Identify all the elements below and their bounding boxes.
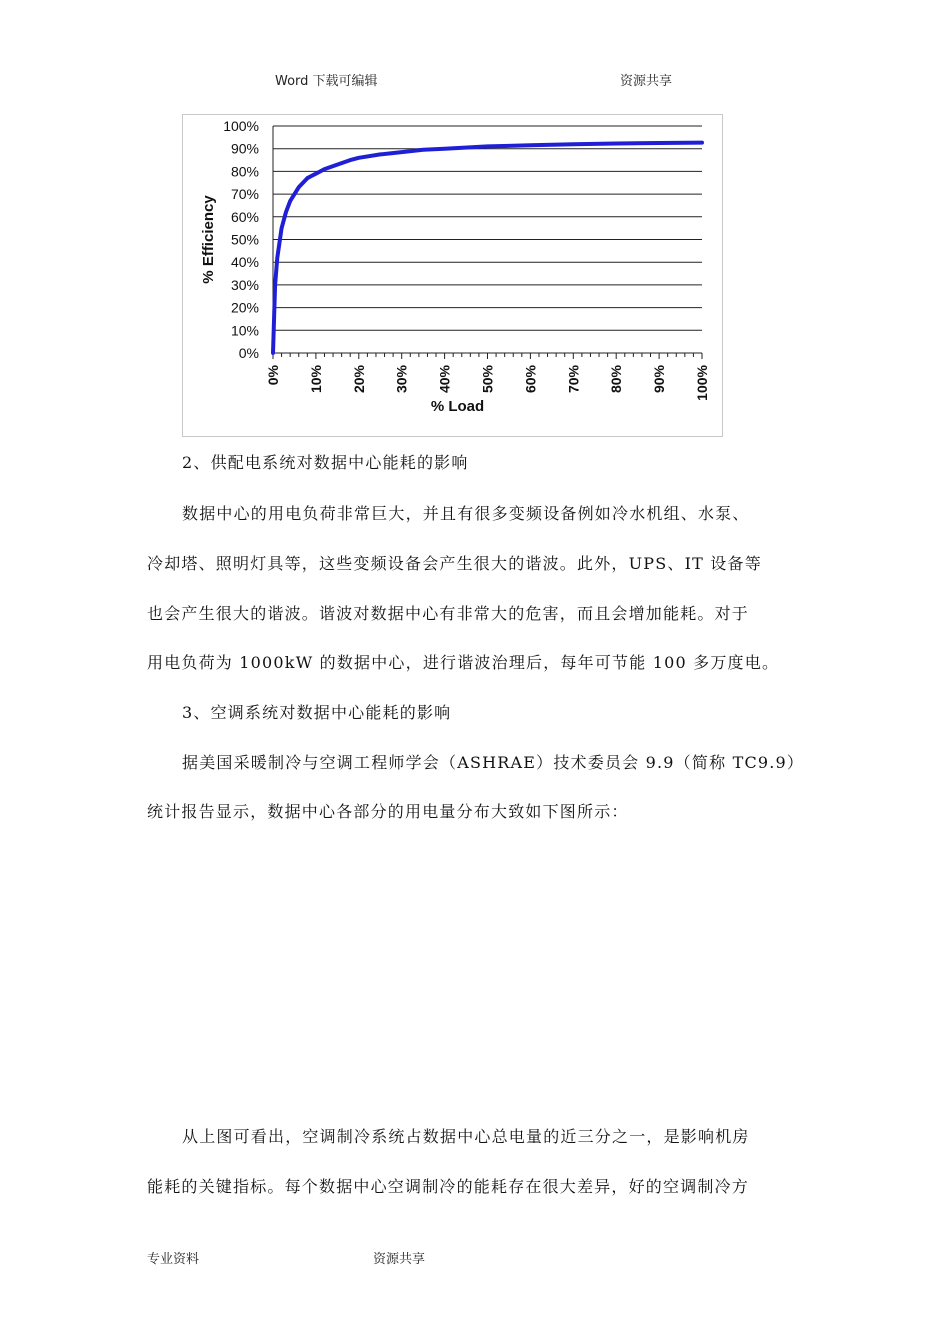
paragraph-3-line-2: 能耗的关键指标。每个数据中心空调制冷的能耗存在很大差异，好的空调制冷方 [147, 1177, 750, 1196]
efficiency-chart-svg [183, 115, 722, 436]
y-tick-label: 20% [230, 299, 259, 316]
y-tick-label: 0% [238, 345, 259, 361]
y-tick-label: 30% [230, 276, 259, 293]
page-header-left: Word 下载可编辑 [275, 74, 378, 89]
y-tick-label: 90% [230, 140, 259, 157]
efficiency-curve [273, 143, 702, 353]
y-tick-label: 40% [230, 254, 259, 271]
y-axis-title: % Efficiency [200, 195, 217, 284]
paragraph-3-line-1: 从上图可看出，空调制冷系统占数据中心总电量的近三分之一，是影响机房 [182, 1127, 750, 1146]
y-tick-label: 60% [230, 208, 259, 225]
paragraph-1-line-2: 冷却塔、照明灯具等，这些变频设备会产生很大的谐波。此外，UPS、IT 设备等 [147, 554, 762, 573]
x-tick-label: 10% [307, 365, 324, 394]
page-footer-left: 专业资料 [147, 1252, 200, 1267]
page-header-right: 资源共享 [620, 74, 673, 89]
paragraph-1-line-4: 用电负荷为 1000kW 的数据中心，进行谐波治理后，每年可节能 100 多万度电。 [147, 653, 780, 672]
section-heading-2: 2、供配电系统对数据中心能耗的影响 [182, 453, 469, 472]
x-axis-title: % Load [430, 398, 485, 415]
x-tick-label: 60% [522, 365, 539, 394]
x-tick-label: 50% [479, 365, 496, 394]
y-tick-label: 80% [230, 163, 259, 180]
efficiency-chart [182, 114, 723, 437]
x-tick-label: 40% [436, 365, 453, 394]
y-tick-label: 70% [230, 186, 259, 203]
x-tick-label: 80% [608, 365, 625, 394]
page-footer-right: 资源共享 [373, 1252, 426, 1267]
x-tick-label: 0% [265, 365, 281, 386]
section-heading-3: 3、空调系统对数据中心能耗的影响 [182, 703, 452, 722]
paragraph-2-line-2: 统计报告显示，数据中心各部分的用电量分布大致如下图所示： [147, 802, 629, 821]
x-tick-label: 70% [565, 365, 582, 394]
x-tick-label: 30% [393, 365, 410, 394]
paragraph-1-line-3: 也会产生很大的谐波。谐波对数据中心有非常大的危害，而且会增加能耗。对于 [147, 604, 750, 623]
y-tick-label: 10% [230, 322, 259, 339]
x-tick-label: 90% [651, 365, 668, 394]
y-tick-label: 100% [223, 118, 259, 134]
paragraph-2-line-1: 据美国采暖制冷与空调工程师学会（ASHRAE）技术委员会 9.9（简称 TC9.9） [182, 753, 805, 772]
x-tick-label: 20% [350, 365, 367, 394]
x-tick-label: 100% [694, 365, 710, 401]
paragraph-1-line-1: 数据中心的用电负荷非常巨大，并且有很多变频设备例如冷水机组、水泵、 [182, 504, 750, 523]
y-tick-label: 50% [230, 231, 259, 248]
